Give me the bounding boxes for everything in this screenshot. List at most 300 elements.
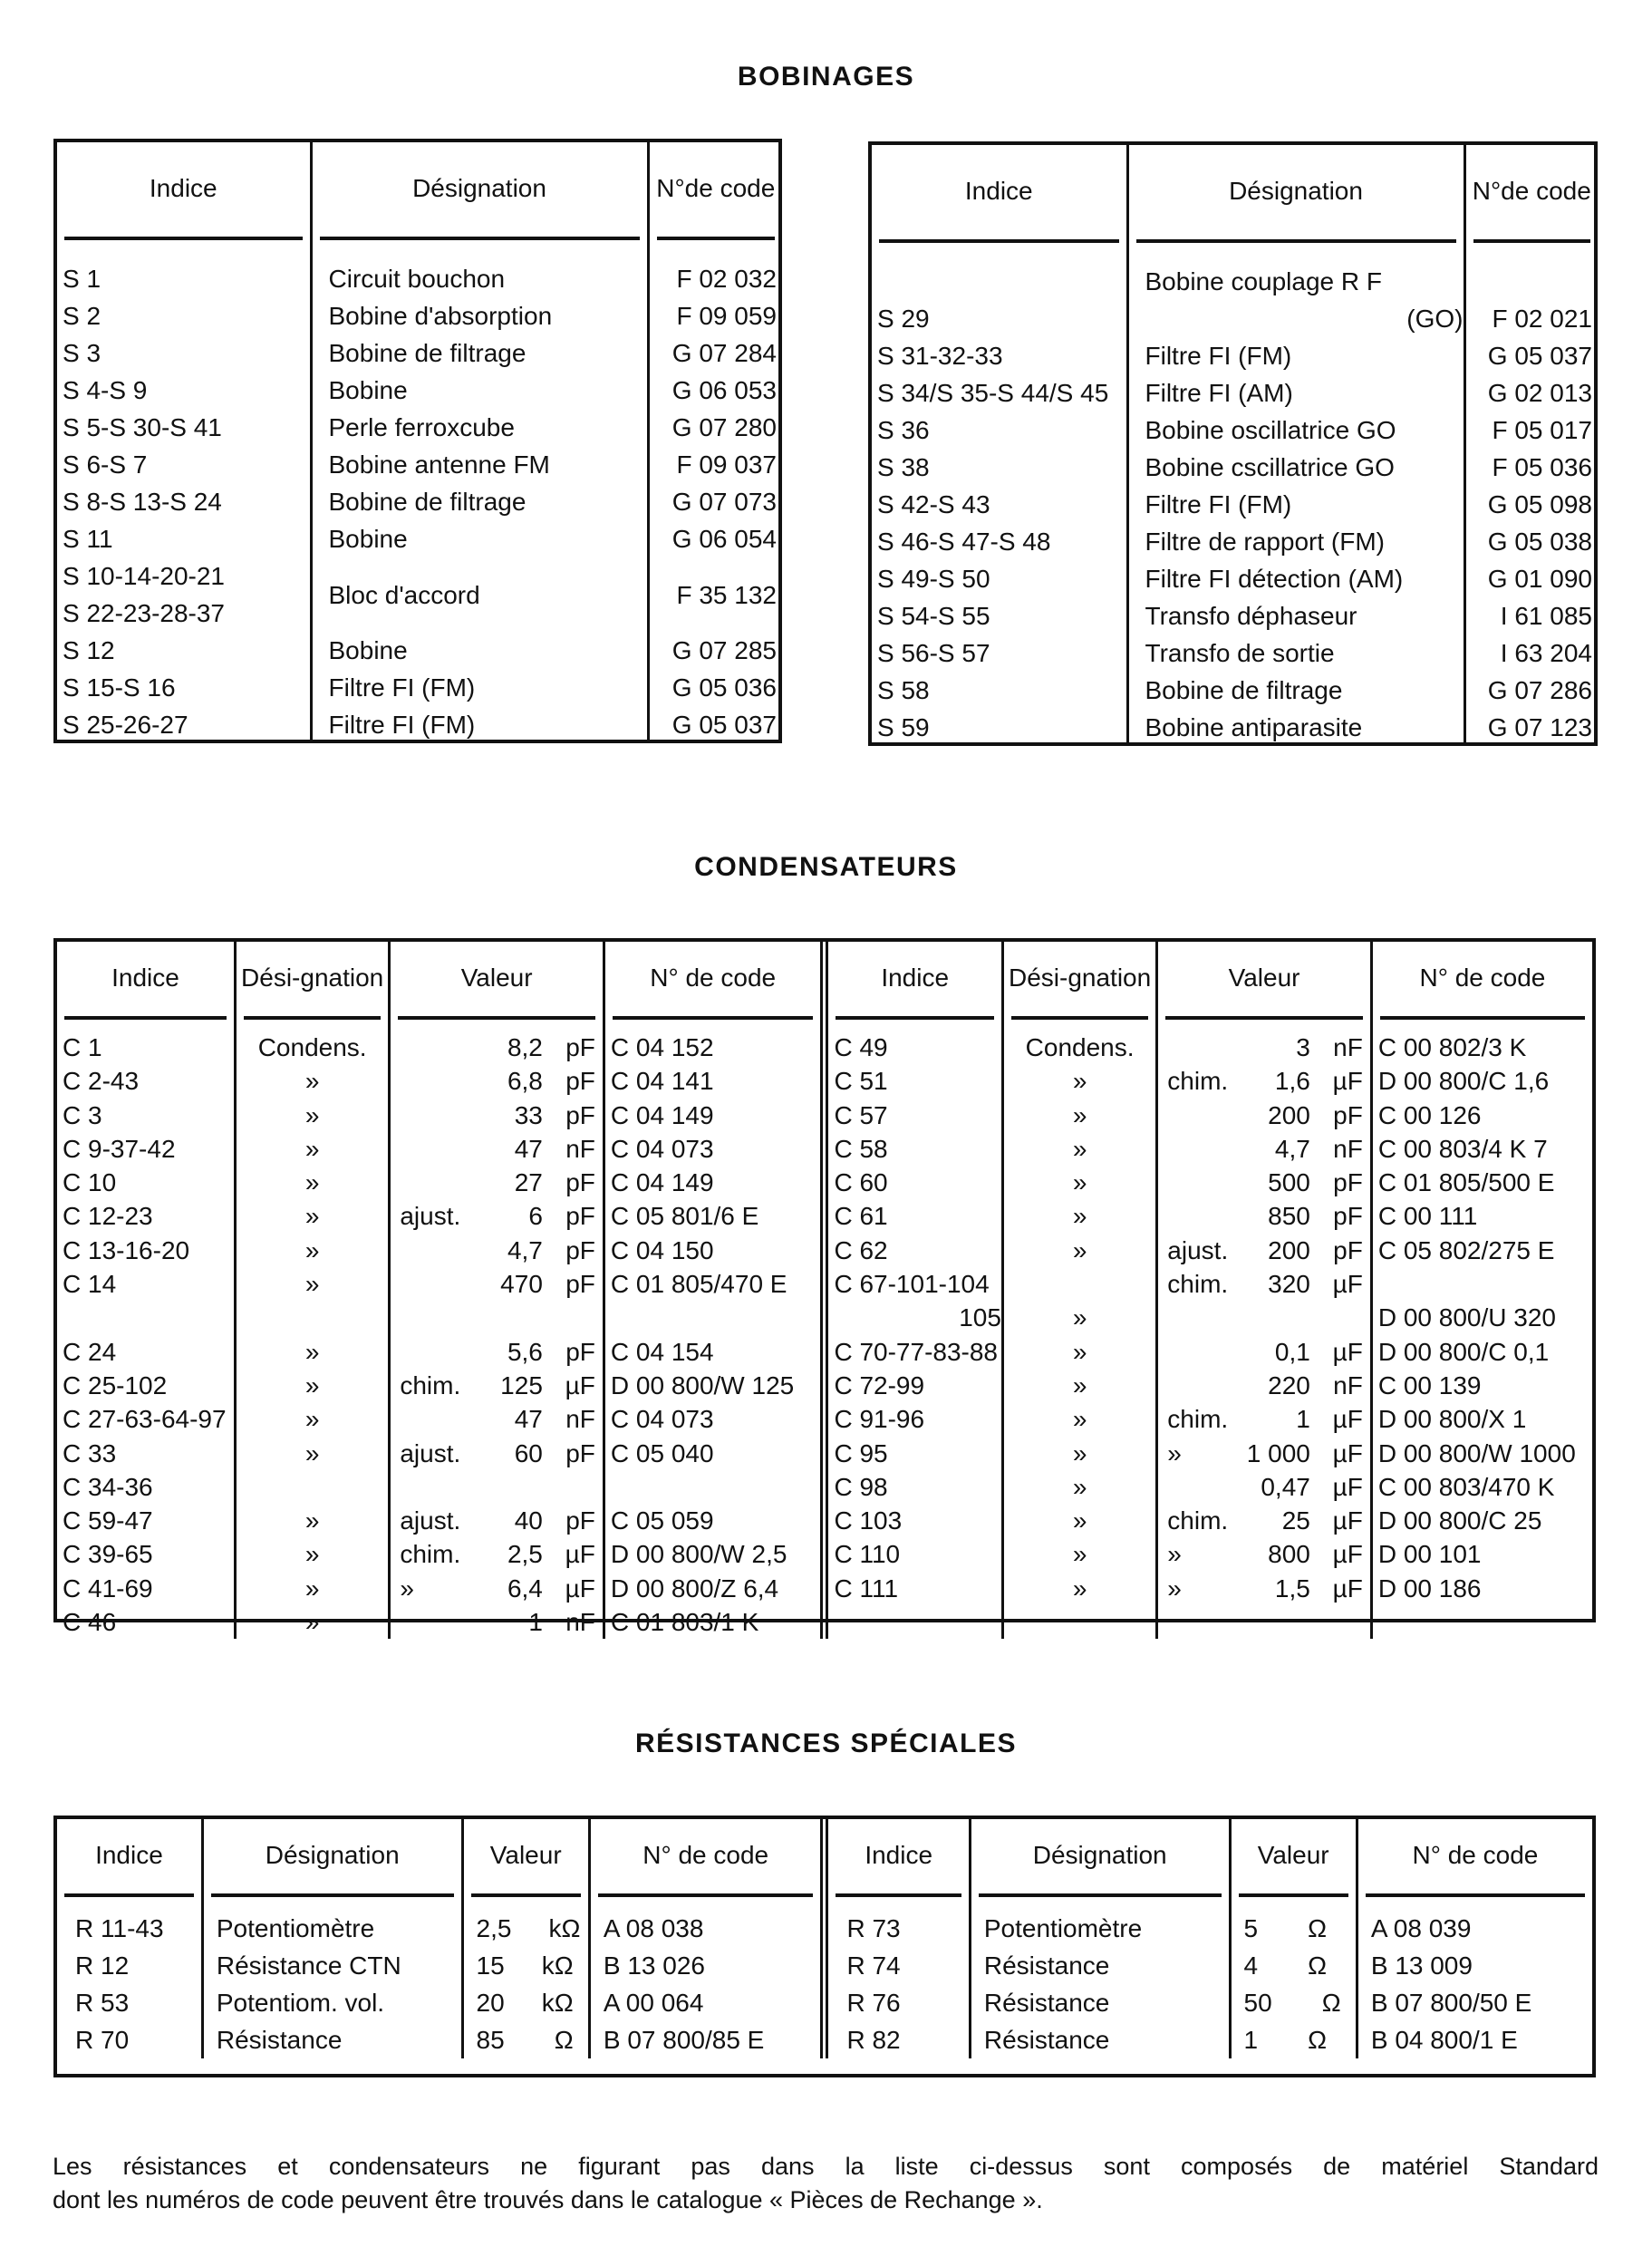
value-num: 2,5	[507, 1540, 543, 1569]
cell-indice: R 74	[825, 1947, 970, 1984]
cell-designation: »	[1002, 1132, 1156, 1166]
cell-code: C 04 141	[604, 1064, 825, 1098]
cell-designation: »	[235, 1064, 389, 1098]
value-unit: pF	[1333, 1168, 1363, 1197]
value-num: 320	[1268, 1270, 1310, 1299]
cell-designation: »	[1002, 1437, 1156, 1470]
value-num: 3	[1296, 1033, 1310, 1061]
value-pre: chim.	[1167, 1270, 1229, 1299]
cell-code: F 05 036	[1464, 449, 1598, 486]
cell-designation: Filtre FI (AM)	[1127, 374, 1464, 412]
cell-indice: C 33	[63, 1438, 117, 1467]
table-row	[57, 632, 782, 669]
cell-indice: S 54-S 55	[877, 602, 990, 630]
cell-indice: R 11-43	[75, 1914, 164, 1942]
table-row	[57, 1947, 1592, 1984]
value-num: 6,8	[507, 1067, 543, 1096]
column-header-label: Désignation	[265, 1841, 400, 1869]
indice-line: S 10-14-20-21	[63, 562, 226, 590]
cell-indice: C 57	[825, 1099, 1002, 1132]
column-header-label: Indice	[865, 1841, 933, 1869]
value-num: 33	[514, 1100, 543, 1129]
cell-designation: Bobine	[311, 372, 648, 409]
cell-code: G 07 286	[1464, 672, 1598, 709]
cell-indice: S 46-S 47-S 48	[877, 528, 1051, 556]
cell-code: B 13 009	[1357, 1947, 1592, 1984]
header-rule	[979, 1893, 1222, 1897]
value-unit: pF	[1333, 1100, 1363, 1129]
condensateurs-table	[53, 938, 1596, 1637]
cell-indice: C 95	[825, 1437, 1002, 1470]
cell-designation: Résistance	[970, 2021, 1230, 2058]
cell-designation: Résistance	[202, 2021, 462, 2058]
bobinages-table-right	[868, 141, 1598, 746]
cell-indice: R 70	[75, 2026, 130, 2054]
value-pre: chim.	[400, 1370, 461, 1399]
cell-indice: R 53	[75, 1989, 130, 2017]
cell-indice: C 14	[63, 1270, 117, 1299]
cell-code: C 01 805/500 E	[1371, 1166, 1592, 1199]
value-unit: Ω	[1308, 2026, 1328, 2054]
table-row	[57, 1537, 1592, 1571]
header-rule	[1136, 239, 1456, 243]
cell-designation: »	[235, 1166, 389, 1199]
cell-indice: C 58	[825, 1132, 1002, 1166]
cell-designation: Bloc d'accord	[311, 557, 648, 632]
value-pre	[1158, 1132, 1275, 1166]
cell-valeur	[1230, 2021, 1357, 2058]
cell-code: I 61 085	[1464, 597, 1598, 634]
cell-valeur	[1157, 1166, 1372, 1199]
column-header-line: de code	[684, 174, 776, 202]
value-unit: µF	[565, 1540, 595, 1569]
cell-code: D 00 101	[1371, 1537, 1592, 1571]
table-row	[872, 412, 1598, 449]
cell-code: C 04 073	[604, 1132, 825, 1166]
value-unit: pF	[565, 1168, 595, 1197]
value-num: 800	[1268, 1540, 1310, 1569]
value-pre	[1158, 1199, 1268, 1233]
resistances-table	[53, 1816, 1596, 2077]
value-unit: µF	[565, 1370, 595, 1399]
indice-line: C 67-101-104	[834, 1270, 990, 1299]
table-row	[872, 337, 1598, 374]
table-row	[872, 374, 1598, 412]
cell-indice: R 73	[825, 1897, 970, 1947]
cell-valeur	[462, 1947, 589, 1984]
cell-valeur	[1157, 1537, 1372, 1571]
column-header-label: N° de code	[642, 1841, 769, 1869]
cell-code: C 05 040	[604, 1437, 825, 1470]
value-num: 1,5	[1274, 1574, 1310, 1603]
cell-designation: Potentiom. vol.	[202, 1984, 462, 2021]
header-rule	[398, 1016, 595, 1020]
cell-designation: »	[235, 1605, 389, 1639]
cell-indice: S 15-S 16	[63, 673, 176, 702]
cell-indice: C 111	[825, 1572, 1002, 1605]
column-header-label: Désignation	[412, 174, 546, 202]
cell-code: B 07 800/85 E	[589, 2021, 825, 2058]
cell-valeur	[390, 1020, 604, 1064]
cell-valeur	[1157, 1437, 1372, 1470]
cell-indice: S 2	[63, 302, 101, 330]
header-row	[57, 142, 782, 240]
table-row	[57, 520, 782, 557]
value-unit: pF	[565, 1235, 595, 1264]
cell-indice: C 91-96	[825, 1402, 1002, 1436]
cell-valeur	[1230, 1984, 1357, 2021]
cell-designation: Filtre FI (FM)	[311, 706, 648, 743]
cell-indice: R 76	[825, 1984, 970, 2021]
column-header-code	[1371, 942, 1592, 1020]
value-pre	[391, 1166, 514, 1199]
cell-valeur	[1157, 1267, 1372, 1335]
cell-indice: C 12-23	[63, 1202, 153, 1231]
value-num: 27	[514, 1168, 543, 1197]
value-pre: ajust.	[400, 1438, 461, 1467]
table-row	[57, 1199, 1592, 1233]
cell-designation: »	[235, 1199, 389, 1233]
column-header-label: N° de code	[1419, 964, 1546, 992]
table-row	[872, 243, 1598, 337]
cell-indice: C 46	[63, 1608, 117, 1637]
value-num: 200	[1268, 1235, 1310, 1264]
header-rule	[836, 1893, 961, 1897]
cell-code: C 01 803/1 K	[604, 1605, 825, 1639]
value-pre	[1158, 1031, 1296, 1064]
column-header-label: Valeur	[1257, 1841, 1329, 1869]
value-unit: nF	[1333, 1134, 1363, 1163]
table-row	[57, 409, 782, 446]
table-row	[57, 1020, 1592, 1064]
column-header-line: Dési-	[1008, 964, 1068, 992]
header-rule	[598, 1893, 814, 1897]
column-header-label: Indice	[95, 1841, 163, 1869]
value-pre	[1158, 1335, 1275, 1369]
column-header-label	[1466, 174, 1599, 214]
cell-designation: »	[235, 1335, 389, 1369]
table-row	[872, 486, 1598, 523]
column-header-code	[648, 142, 782, 240]
column-header-designation	[311, 142, 648, 240]
column-header-designation	[202, 1819, 462, 1897]
value-unit: nF	[1333, 1033, 1363, 1061]
value-num: 500	[1268, 1168, 1310, 1197]
cell-designation: »	[235, 1572, 389, 1605]
column-header-indice	[872, 145, 1127, 243]
table-row	[57, 446, 782, 483]
cell-valeur	[1230, 1947, 1357, 1984]
cell-code: C 00 803/4 K 7	[1371, 1132, 1592, 1166]
cell-code: D 00 800/C 0,1	[1371, 1335, 1592, 1369]
table-row	[57, 2021, 1592, 2058]
column-header-code	[589, 1819, 825, 1897]
cell-code: C 04 152	[604, 1020, 825, 1064]
table-row	[872, 709, 1598, 746]
column-header-designation	[1002, 942, 1156, 1020]
header-rule	[879, 239, 1119, 243]
value-unit: nF	[565, 1405, 595, 1434]
cell-code: D 00 800/W 2,5	[604, 1537, 825, 1571]
cell-designation: Bobine	[311, 632, 648, 669]
value-unit: nF	[565, 1134, 595, 1163]
cell-code: B 04 800/1 E	[1357, 2021, 1592, 2058]
column-header-code	[604, 942, 825, 1020]
cell-code: D 00 800/C 1,6	[1371, 1064, 1592, 1098]
header-rule	[1239, 1893, 1348, 1897]
cell-code: C 04 073	[604, 1402, 825, 1436]
cell-indice: S 25-26-27	[63, 711, 188, 739]
cell-valeur	[390, 1402, 604, 1436]
cell-code: D 00 800/X 1	[1371, 1402, 1592, 1436]
cell-designation: »	[235, 1132, 389, 1166]
table-row	[57, 1437, 1592, 1470]
cell-valeur	[390, 1335, 604, 1369]
value-num: 220	[1268, 1370, 1310, 1399]
table-row	[57, 1267, 1592, 1335]
table-row	[57, 706, 782, 743]
cell-indice: C 27-63-64-97	[63, 1405, 227, 1434]
column-header-designation	[235, 942, 389, 1020]
cell-code: D 00 800/Z 6,4	[604, 1572, 825, 1605]
cell-code: C 04 149	[604, 1166, 825, 1199]
column-header-label: Désignation	[1229, 177, 1363, 205]
cell-designation: »	[1002, 1267, 1156, 1335]
value-pre: chim.	[1167, 1506, 1229, 1535]
footer-line: Les résistances et condensateurs ne figurant pas dans la liste ci-dessus sont composés de matériel Standard	[53, 2153, 1599, 2180]
cell-indice: R 12	[75, 1951, 130, 1980]
cell-designation	[1127, 243, 1464, 337]
value-num: 25	[1281, 1506, 1310, 1535]
cell-indice: C 59-47	[63, 1506, 153, 1535]
value-unit: kΩ	[541, 1951, 574, 1980]
table-row	[57, 1605, 1592, 1639]
cell-code: C 05 801/6 E	[604, 1199, 825, 1233]
cell-valeur	[1157, 1132, 1372, 1166]
cell-code	[1371, 1605, 1592, 1639]
column-header-label	[650, 171, 783, 211]
value-pre	[391, 1402, 514, 1436]
table-row	[57, 1984, 1592, 2021]
table-row	[57, 1369, 1592, 1402]
cell-designation: »	[235, 1234, 389, 1267]
value-num: 50	[1243, 1989, 1272, 2017]
cell-code: F 09 037	[648, 446, 782, 483]
cell-indice: S 38	[877, 453, 930, 481]
cell-valeur	[390, 1605, 604, 1639]
cell-indice: S 4-S 9	[63, 376, 148, 404]
header-rule	[64, 1016, 227, 1020]
cell-designation: »	[1002, 1537, 1156, 1571]
table-row	[57, 1897, 1592, 1947]
value-num: 4,7	[1274, 1134, 1310, 1163]
cell-code: G 01 090	[1464, 560, 1598, 597]
cell-code: B 13 026	[589, 1947, 825, 1984]
cell-code: G 07 280	[648, 409, 782, 446]
cell-valeur	[1157, 1369, 1372, 1402]
cell-valeur	[462, 1984, 589, 2021]
cell-valeur	[390, 1267, 604, 1335]
column-header-label: Désignation	[1032, 1841, 1167, 1869]
column-header-indice	[57, 142, 311, 240]
cell-indice: S 1	[63, 265, 101, 293]
column-header-line: gnation	[1068, 964, 1152, 992]
header-rule	[1011, 1016, 1148, 1020]
cell-designation: Résistance	[970, 1947, 1230, 1984]
value-unit: nF	[565, 1608, 595, 1637]
value-unit: Ω	[554, 2026, 574, 2054]
cell-code: C 01 805/470 E	[604, 1267, 825, 1335]
table-row	[57, 240, 782, 297]
cell-valeur	[1157, 1199, 1372, 1233]
table-row	[872, 449, 1598, 486]
value-num: 47	[514, 1405, 543, 1434]
cell-valeur	[1157, 1020, 1372, 1064]
value-num: 0,47	[1261, 1472, 1310, 1501]
value-pre	[1158, 1166, 1268, 1199]
column-header-line: N°	[1472, 177, 1502, 205]
table-row	[57, 297, 782, 334]
column-header-line: Dési-	[241, 964, 301, 992]
value-unit: µF	[1332, 1540, 1363, 1569]
cell-code: A 08 038	[589, 1897, 825, 1947]
table-row	[57, 483, 782, 520]
value-unit: pF	[565, 1337, 595, 1366]
header-rule	[836, 1016, 993, 1020]
cell-indice: S 59	[877, 713, 930, 741]
cell-designation: Filtre FI (FM)	[1127, 486, 1464, 523]
value-unit: µF	[1332, 1438, 1363, 1467]
cell-designation: Filtre FI détection (AM)	[1127, 560, 1464, 597]
cell-valeur	[1157, 1402, 1372, 1436]
value-pre	[391, 1335, 507, 1369]
cell-indice: C 70-77-83-88	[825, 1335, 1002, 1369]
cell-code: D 00 800/W 125	[604, 1369, 825, 1402]
table-row	[57, 1132, 1592, 1166]
column-header-label: N° de code	[650, 964, 777, 992]
cell-indice	[825, 1267, 1002, 1335]
value-num: 8,2	[507, 1033, 543, 1061]
cell-designation: Condens.	[235, 1020, 389, 1064]
cell-indice: C 39-65	[63, 1540, 153, 1569]
cell-indice: S 12	[63, 636, 115, 664]
table-row	[57, 1572, 1592, 1605]
cell-code: C 05 802/275 E	[1371, 1234, 1592, 1267]
cell-designation	[235, 1470, 389, 1504]
cell-designation: »	[1002, 1064, 1156, 1098]
value-num: 47	[514, 1134, 543, 1163]
header-row	[872, 145, 1598, 243]
value-unit: Ω	[1308, 1914, 1328, 1942]
cell-indice: S 5-S 30-S 41	[63, 413, 222, 441]
cell-indice: S 6-S 7	[63, 450, 148, 479]
column-header-designation	[970, 1819, 1230, 1897]
cell-designation: »	[235, 1437, 389, 1470]
value-pre	[1158, 1369, 1268, 1402]
cell-valeur	[390, 1470, 604, 1504]
cell-code: C 00 111	[1371, 1199, 1592, 1233]
value-num: 5	[1243, 1914, 1259, 1942]
cell-code: F 35 132	[648, 557, 782, 632]
column-header-code	[1357, 1819, 1592, 1897]
value-pre	[391, 1234, 507, 1267]
value-pre	[391, 1605, 528, 1639]
cell-designation: Condens.	[1002, 1020, 1156, 1064]
value-num: 1,6	[1274, 1067, 1310, 1096]
value-pre: ajust.	[400, 1506, 461, 1535]
cell-code: G 06 053	[648, 372, 782, 409]
cell-valeur	[462, 1897, 589, 1947]
column-header-indice	[57, 942, 235, 1020]
value-num: 0,1	[1274, 1337, 1310, 1366]
designation-line: Bobine couplage R F	[1145, 267, 1383, 295]
column-header-valeur	[390, 942, 604, 1020]
cell-code: A 00 064	[589, 1984, 825, 2021]
header-rule	[64, 237, 303, 240]
value-num: 15	[476, 1951, 505, 1980]
value-pre	[391, 1267, 500, 1301]
cell-designation: Potentiomètre	[970, 1897, 1230, 1947]
cell-code: I 63 204	[1464, 634, 1598, 672]
column-header-label: Valeur	[1228, 964, 1300, 992]
value-unit: pF	[565, 1202, 595, 1231]
cell-valeur	[390, 1132, 604, 1166]
cell-designation: »	[235, 1402, 389, 1436]
cell-valeur	[1157, 1504, 1372, 1537]
value-pre: chim.	[400, 1540, 461, 1569]
cell-indice: C 3	[63, 1100, 102, 1129]
value-pre	[391, 1099, 514, 1132]
cell-valeur	[390, 1369, 604, 1402]
value-unit: pF	[1333, 1202, 1363, 1231]
cell-code: C 04 149	[604, 1099, 825, 1132]
cell-indice: C 103	[825, 1504, 1002, 1537]
value-unit: pF	[565, 1506, 595, 1535]
value-num: 1	[1296, 1405, 1310, 1434]
table-row	[57, 1099, 1592, 1132]
cell-code: G 06 054	[648, 520, 782, 557]
column-header-line: N°	[656, 174, 685, 202]
value-pre: ajust.	[400, 1202, 461, 1231]
table-row	[57, 334, 782, 372]
cell-code: C 05 059	[604, 1504, 825, 1537]
cell-indice: C 10	[63, 1168, 117, 1197]
header-row	[57, 942, 1592, 1020]
value-pre	[391, 1031, 507, 1064]
value-unit: pF	[565, 1067, 595, 1096]
table-row	[57, 669, 782, 706]
cell-indice	[57, 557, 311, 632]
value-num: 60	[514, 1438, 543, 1467]
value-num: 200	[1268, 1100, 1310, 1129]
value-unit: µF	[1332, 1337, 1363, 1366]
table-row	[57, 1470, 1592, 1504]
column-header-label: Indice	[881, 964, 950, 992]
value-unit: µF	[1332, 1574, 1363, 1603]
table-row	[872, 672, 1598, 709]
table-row	[872, 523, 1598, 560]
table-row	[57, 1402, 1592, 1436]
cell-indice: C 41-69	[63, 1574, 153, 1603]
value-unit: pF	[565, 1438, 595, 1467]
value-num: 5,6	[507, 1337, 543, 1366]
value-unit: pF	[565, 1100, 595, 1129]
table-row	[57, 1504, 1592, 1537]
cell-code: C 00 139	[1371, 1369, 1592, 1402]
value-unit: µF	[1332, 1270, 1363, 1299]
cell-valeur	[1157, 1064, 1372, 1098]
column-header-valeur	[462, 1819, 589, 1897]
